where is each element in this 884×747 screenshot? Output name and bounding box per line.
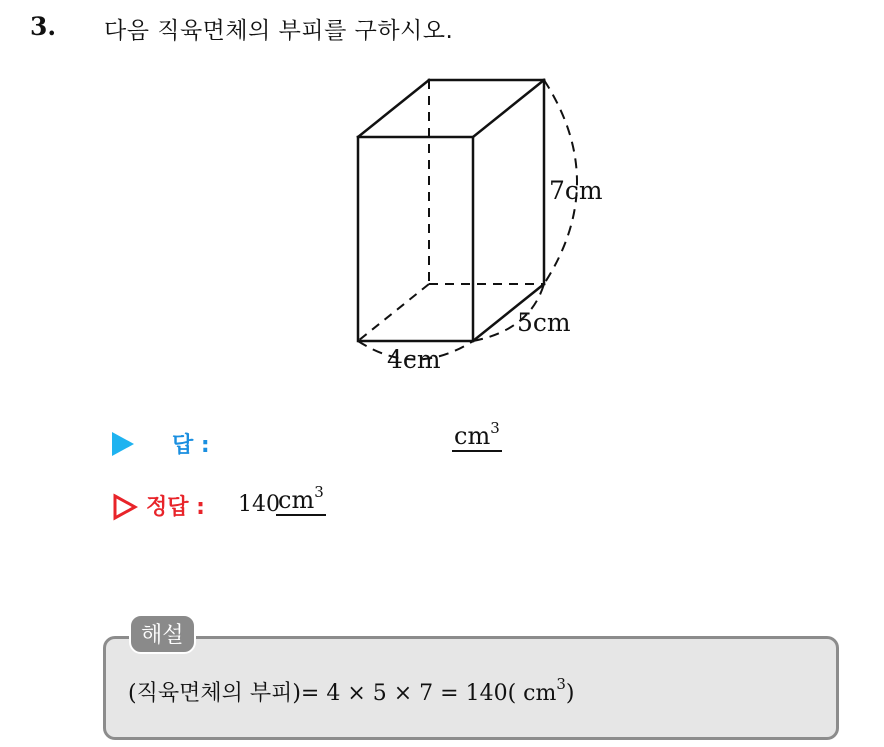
correct-answer-row <box>112 483 532 524</box>
solution-formula: (직육면체의 부피)= 4 × 5 × 7 = 140( cm <box>128 681 557 706</box>
answer-unit: cm <box>454 422 491 450</box>
question-number: 3. <box>30 12 57 41</box>
correct-answer-unit-exponent: 3 <box>314 483 324 501</box>
question-text: 다음 직육면체의 부피를 구하시오. <box>104 18 454 44</box>
cuboid-top-left-edge <box>358 80 429 137</box>
answer-unit-exponent: 3 <box>490 419 500 437</box>
correct-answer-unit: cm <box>278 486 315 514</box>
cuboid-top-right-edge <box>473 80 544 137</box>
correct-answer-value: 140 <box>238 492 280 517</box>
answer-label: 답 : <box>172 433 210 458</box>
correct-answer-label: 정답 : <box>146 495 205 520</box>
solution-exponent: 3 <box>556 675 566 693</box>
cuboid-front-face <box>358 137 473 341</box>
cuboid-hidden-left-bottom-edge <box>358 284 429 341</box>
outline-play-marker-icon <box>112 493 138 521</box>
width-label: 4cm <box>387 345 441 374</box>
solution-close-paren: ) <box>565 681 575 706</box>
play-marker-icon <box>112 432 134 456</box>
correct-answer-unit-field <box>276 483 326 516</box>
answer-row <box>112 419 532 460</box>
answer-input[interactable] <box>452 419 502 452</box>
height-label: 7cm <box>549 176 603 205</box>
depth-label: 5cm <box>517 308 571 337</box>
solution-text <box>128 676 575 707</box>
solution-tag: 해설 <box>129 614 196 654</box>
